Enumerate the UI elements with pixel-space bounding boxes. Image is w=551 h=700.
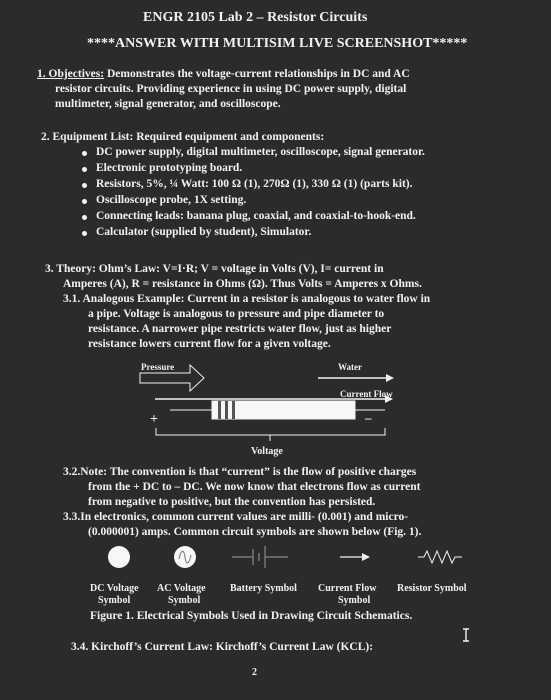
equipment-item: Oscilloscope probe, 1X setting.	[96, 194, 247, 206]
dc-voltage-label-1: DC Voltage	[90, 583, 139, 594]
ac-voltage-label-1: AC Voltage	[157, 583, 206, 594]
pressure-label: Pressure	[141, 362, 175, 372]
resistor-label: Resistor Symbol	[397, 583, 467, 594]
resistor-symbol-icon	[418, 551, 462, 563]
dc-voltage-label-2: Symbol	[98, 595, 131, 606]
water-arrowhead-icon	[386, 374, 394, 382]
equipment-item: DC power supply, digital multimeter, oscilloscope, signal generator.	[96, 146, 425, 158]
electronics-line-2: (0.000001) amps. Common circuit symbols are shown below (Fig. 1).	[88, 526, 422, 538]
battery-symbol-icon	[232, 546, 288, 568]
electronics-line-1: 3.3.In electronics, common current values are milli- (0.001) and micro-	[63, 511, 409, 523]
current-flow-label-2: Symbol	[338, 595, 371, 606]
analogy-line-3: resistance. A narrower pipe restricts water flow, just as higher	[88, 323, 392, 335]
analogy-line-4: resistance lowers current flow for a given voltage.	[88, 338, 331, 350]
water-label: Water	[338, 362, 362, 372]
page-number: 2	[252, 667, 257, 678]
kcl-heading: 3.4. Kirchoff’s Current Law: Kirchoff’s Current Law (KCL):	[71, 641, 374, 653]
objectives-line-3: multimeter, signal generator, and oscilloscope.	[55, 98, 281, 110]
theory-line-1: 3. Theory: Ohm’s Law: V=I·R; V = voltage in Volts (V), I= current in	[45, 263, 384, 275]
note-line-3: from negative to positive, but the convention has persisted.	[88, 496, 376, 508]
analogy-line-1: 3.1. Analogous Example: Current in a resistor is analogous to water flow in	[63, 293, 431, 305]
document-subtitle: ****ANSWER WITH MULTISIM LIVE SCREENSHOT*****	[87, 36, 468, 51]
current-flow-symbol-icon	[340, 553, 370, 561]
objectives-text-1: Demonstrates the voltage-current relationships in DC and AC	[106, 68, 410, 80]
equipment-item: Electronic prototyping board.	[96, 162, 243, 174]
ac-voltage-label-2: Symbol	[168, 595, 201, 606]
minus-sign: –	[365, 410, 372, 425]
plus-sign: +	[150, 412, 158, 427]
theory-line-2: Amperes (A), R = resistance in Ohms (Ω). Thus Volts = Amperes x Ohms.	[63, 278, 422, 290]
note-line-1: 3.2.Note: The convention is that “current” is the flow of positive charges	[63, 466, 417, 478]
voltage-label: Voltage	[251, 446, 283, 457]
document-title: ENGR 2105 Lab 2 – Resistor Circuits	[143, 10, 368, 25]
note-line-2: from the + DC to – DC. We now know that electrons flow as current	[88, 481, 421, 493]
battery-label: Battery Symbol	[230, 583, 297, 594]
dc-voltage-symbol-icon	[108, 546, 130, 568]
objectives-label: 1. Objectives:	[37, 68, 105, 80]
equipment-heading: 2. Equipment List: Required equipment and components:	[41, 131, 325, 143]
equipment-item: Calculator (supplied by student), Simulator.	[96, 226, 312, 238]
current-flow-label-1: Current Flow	[318, 583, 377, 594]
resistor-band	[218, 401, 221, 419]
equipment-item: Connecting leads: banana plug, coaxial, and coaxial-to-hook-end.	[96, 210, 416, 222]
resistor-band	[225, 401, 228, 419]
voltage-bracket	[156, 428, 385, 435]
resistor-band	[232, 401, 235, 419]
objectives-line-2: resistor circuits. Providing experience in using DC power supply, digital	[55, 83, 407, 95]
text-cursor-icon	[461, 628, 471, 642]
equipment-item: Resistors, 5%, ¼ Watt: 100 Ω (1), 270Ω (1), 330 Ω (1) (parts kit).	[96, 178, 413, 190]
figure-caption: Figure 1. Electrical Symbols Used in Drawing Circuit Schematics.	[90, 610, 413, 622]
analogy-line-2: a pipe. Voltage is analogous to pressure and pipe diameter to	[88, 308, 385, 320]
current-flow-label: Current Flow	[340, 389, 393, 399]
circuit-symbols-row	[0, 540, 551, 580]
